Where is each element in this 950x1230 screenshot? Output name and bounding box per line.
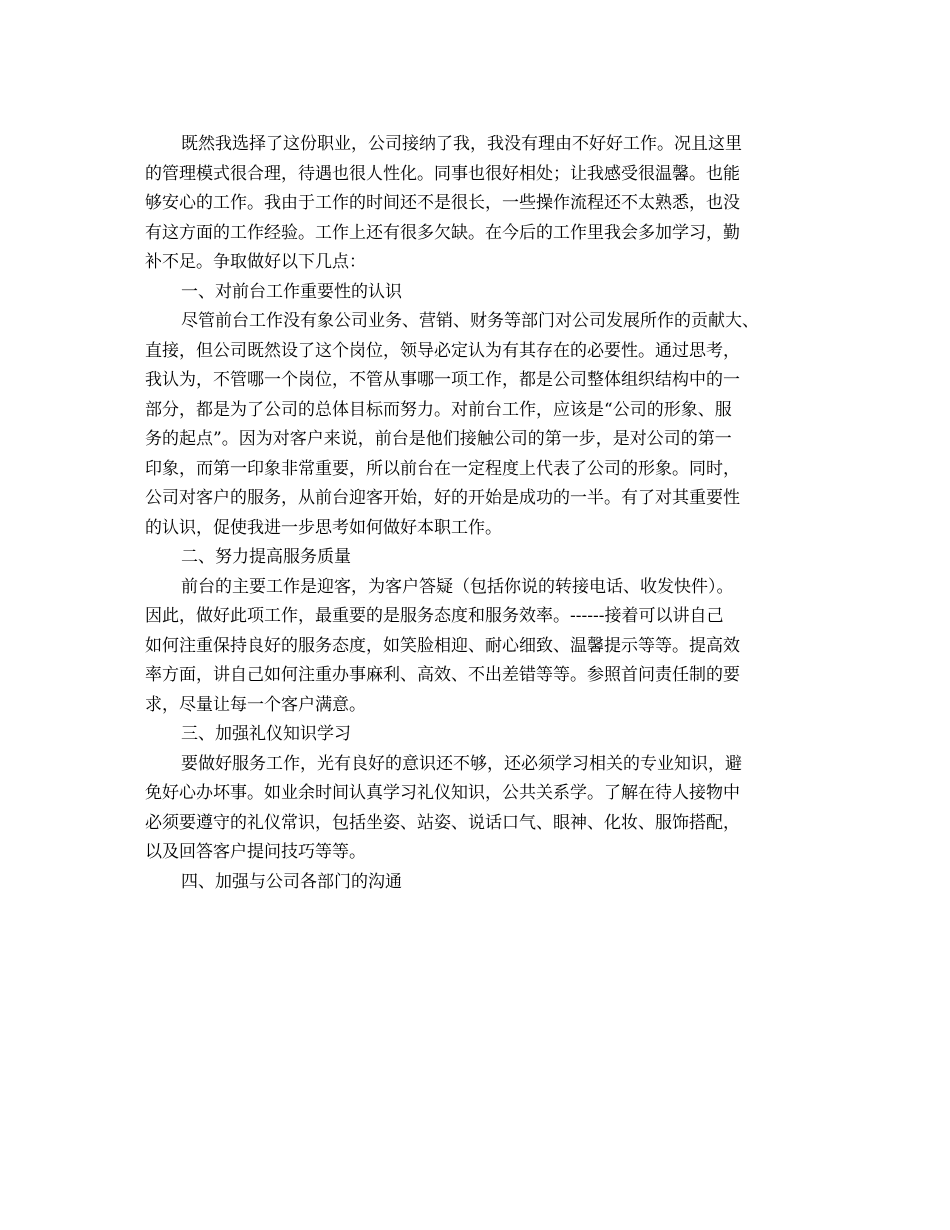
paragraph-line: 求，尽量让每一个客户满意。 — [145, 694, 366, 715]
paragraph-line: 如何注重保持良好的服务态度，如笑脸相迎、耐心细致、温馨提示等等。提高效 — [145, 635, 740, 656]
paragraph-line: 以及回答客户提问技巧等等。 — [145, 842, 366, 862]
document-page — [145, 130, 815, 897]
section-heading: 四、加强与公司各部门的沟通 — [181, 871, 402, 892]
paragraph-line: 尽管前台工作没有象公司业务、营销、财务等部门对公司发展所作的贡献大、 — [181, 311, 759, 331]
paragraph-line: 直接，但公司既然设了这个岗位，领导必定认为有其存在的必要性。通过思考， — [145, 340, 740, 361]
paragraph-line: 免好心办坏事。如业余时间认真学习礼仪知识，公共关系学。了解在待人接物中 — [145, 783, 740, 803]
paragraph-line: 率方面，讲自己如何注重办事麻利、高效、不出差错等等。参照首问责任制的要 — [145, 665, 740, 685]
paragraph-line: 有这方面的工作经验。工作上还有很多欠缺。在今后的工作里我会多加学习，勤 — [145, 222, 740, 243]
section-heading: 三、加强礼仪知识学习 — [181, 724, 351, 744]
paragraph-line: 印象，而第一印象非常重要，所以前台在一定程度上代表了公司的形象。同时， — [145, 458, 740, 479]
paragraph-line: 的认识，促使我进一步思考如何做好本职工作。 — [145, 517, 502, 538]
paragraph-line: 够安心的工作。我由于工作的时间还不是很长，一些操作流程还不太熟悉，也没 — [145, 193, 740, 213]
paragraph-line: 要做好服务工作，光有良好的意识还不够，还必须学习相关的专业知识，避 — [181, 753, 742, 774]
paragraph-line: 补不足。争取做好以下几点： — [145, 252, 366, 272]
paragraph-line: 务的起点”。因为对客户来说，前台是他们接触公司的第一步，是对公司的第一 — [145, 429, 732, 449]
section-heading: 一、对前台工作重要性的认识 — [181, 281, 402, 302]
section-heading: 二、努力提高服务质量 — [181, 547, 351, 567]
paragraph-line: 既然我选择了这份职业，公司接纳了我，我没有理由不好好工作。况且这里 — [181, 134, 742, 154]
paragraph-line: 必须要遵守的礼仪常识，包括坐姿、站姿、说话口气、眼神、化妆、服饰搭配， — [145, 812, 740, 833]
paragraph-line: 因此，做好此项工作，最重要的是服务态度和服务效率。------接着可以讲自己 — [145, 606, 724, 626]
paragraph-line: 公司对客户的服务，从前台迎客开始，好的开始是成功的一半。有了对其重要性 — [145, 488, 740, 508]
paragraph-line: 我认为，不管哪一个岗位，不管从事哪一项工作，都是公司整体组织结构中的一 — [145, 370, 740, 390]
paragraph-line: 部分，都是为了公司的总体目标而努力。对前台工作，应该是“公司的形象、服 — [145, 399, 732, 420]
paragraph-line: 前台的主要工作是迎客，为客户答疑（包括你说的转接电话、收发快件）。 — [181, 576, 734, 597]
paragraph-line: 的管理模式很合理，待遇也很人性化。同事也很好相处；让我感受很温馨。也能 — [145, 163, 740, 184]
